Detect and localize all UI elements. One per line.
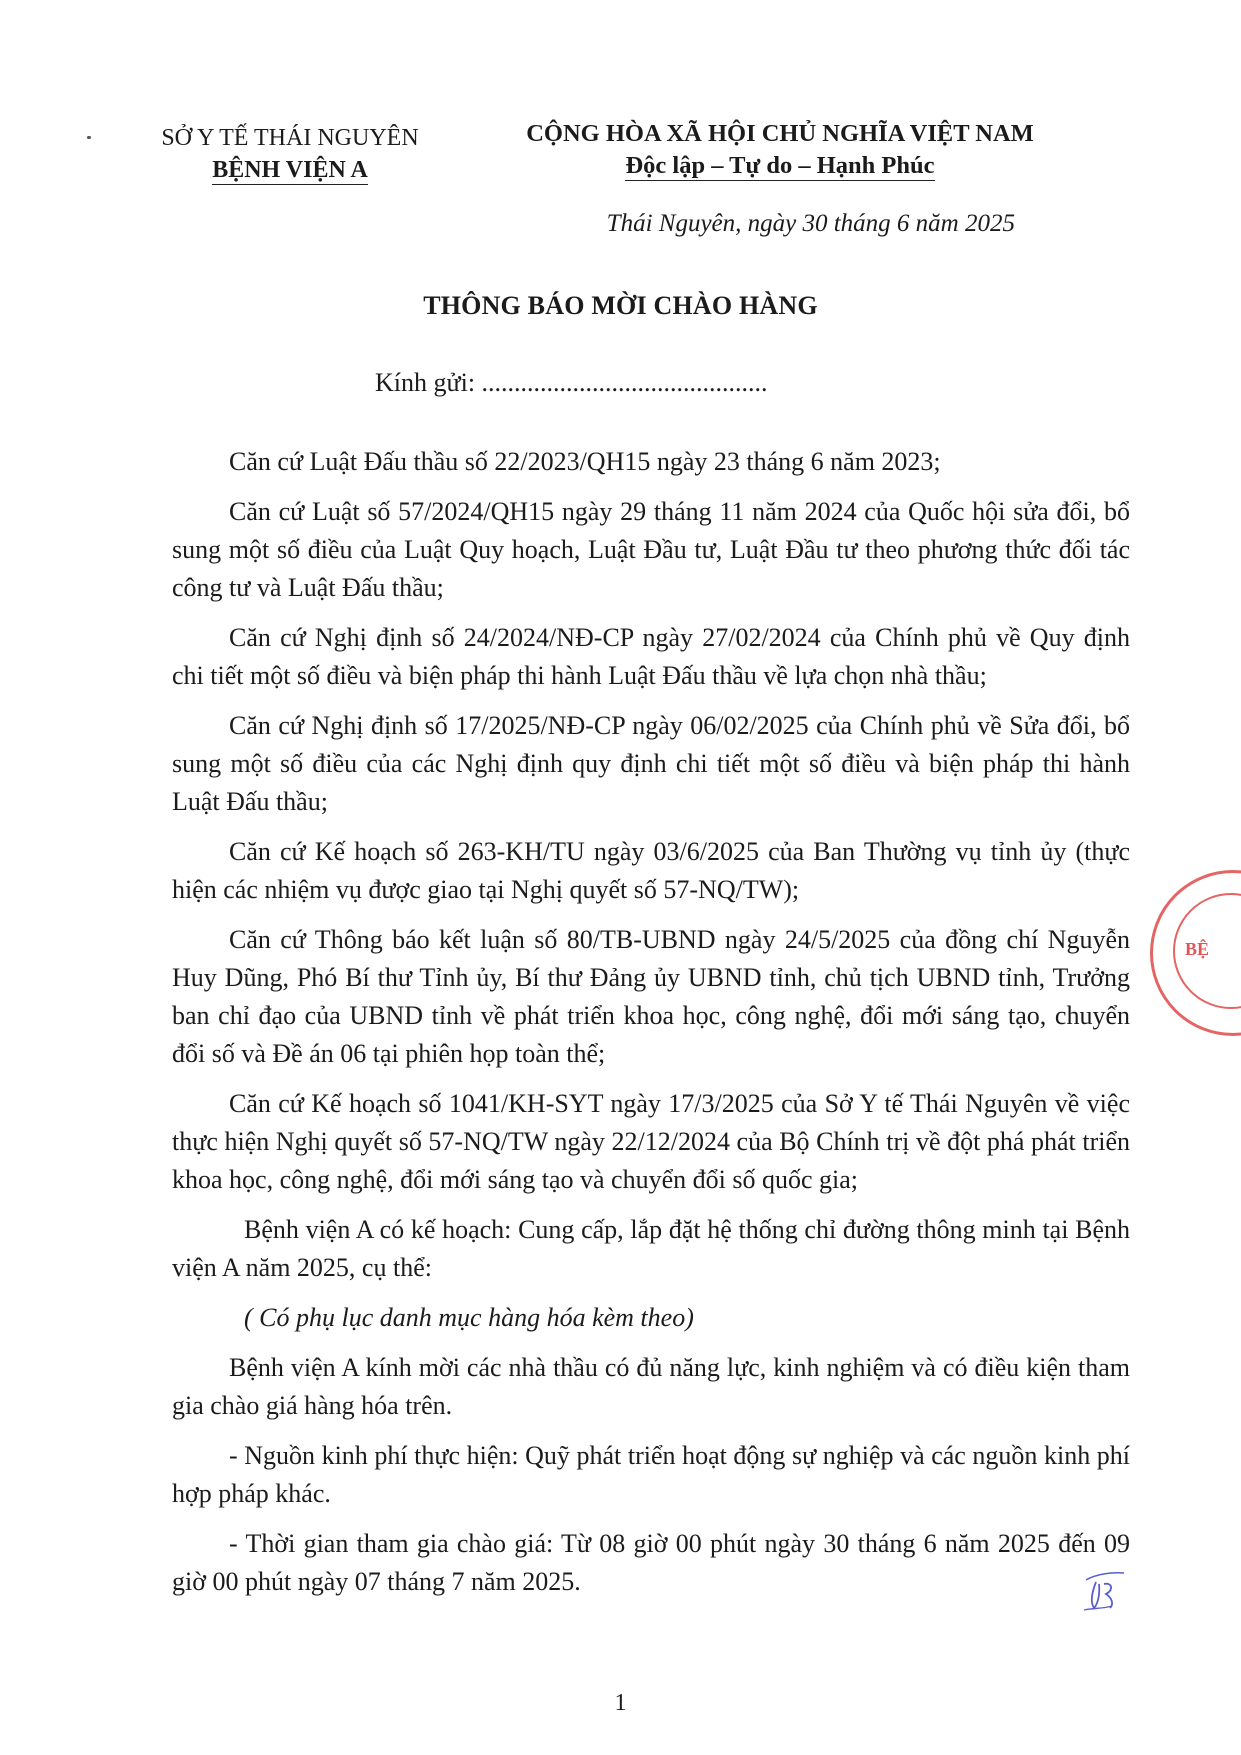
paragraph-legal-basis-5: Căn cứ Kế hoạch số 263-KH/TU ngày 03/6/2025 của Ban Thường vụ tỉnh ủy (thực hiện các nhiệm vụ được giao tại Nghị quyết số 57-NQ/TW); [172,837,1130,904]
paragraph-legal-basis-7: Căn cứ Kế hoạch số 1041/KH-SYT ngày 17/3/2025 của Sở Y tế Thái Nguyên về việc thực hiện Nghị quyết số 57-NQ/TW ngày 22/12/2024 của Bộ Chính trị về đột phá phát triển khoa học, công nghệ, đổi mới sáng tạo và chuyển đổi số quốc gia; [172,1089,1130,1194]
agency-name: SỞ Y TẾ THÁI NGUYÊN [161,125,419,151]
signature-initials-icon [1082,1568,1128,1614]
stamp-text: BỆ [1185,939,1210,959]
page-number: 1 [614,1690,627,1716]
paragraph-appendix-note: ( Có phụ lục danh mục hàng hóa kèm theo) [244,1303,694,1332]
document-title: THÔNG BÁO MỜI CHÀO HÀNG [423,291,818,320]
national-title: CỘNG HÒA XÃ HỘI CHỦ NGHĨA VIỆT NAM [526,120,1034,147]
national-motto: Độc lập – Tự do – Hạnh Phúc [625,152,935,179]
paragraph-legal-basis-6: Căn cứ Thông báo kết luận số 80/TB-UBND ngày 24/5/2025 của đồng chí Nguyễn Huy Dũng, Phó Bí thư Tỉnh ủy, Bí thư Đảng ủy UBND tỉnh, chủ tịch UBND tỉnh, Trưởng ban chỉ đạo của UBND tỉnh về phát triển khoa học, công nghệ, đổi mới sáng tạo, chuyển đổi số và Đề án 06 tại phiên họp toàn thể; [172,925,1130,1068]
date-line: Thái Nguyên, ngày 30 tháng 6 năm 2025 [606,210,1015,237]
paragraph-submission-time: - Thời gian tham gia chào giá: Từ 08 giờ 00 phút ngày 30 tháng 6 năm 2025 đến 09 giờ 00 phút ngày 07 tháng 7 năm 2025. [172,1529,1130,1596]
paragraph-legal-basis-1: Căn cứ Luật Đấu thầu số 22/2023/QH15 ngày 23 tháng 6 năm 2023; [229,447,941,476]
red-seal-stamp [1150,870,1241,1036]
paragraph-invitation: Bệnh viện A kính mời các nhà thầu có đủ năng lực, kinh nghiệm và có điều kiện tham gia chào giá hàng hóa trên. [172,1353,1130,1420]
paragraph-legal-basis-3: Căn cứ Nghị định số 24/2024/NĐ-CP ngày 27/02/2024 của Chính phủ về Quy định chi tiết một số điều và biện pháp thi hành Luật Đấu thầu về lựa chọn nhà thầu; [172,623,1130,690]
scan-speck [87,136,91,139]
issuing-authority-block [150,122,430,186]
paragraph-legal-basis-4: Căn cứ Nghị định số 17/2025/NĐ-CP ngày 06/02/2025 của Chính phủ về Sửa đổi, bổ sung một số điều của các Nghị định quy định chi tiết một số điều và biện pháp thi hành Luật Đấu thầu; [172,711,1130,816]
recipient-line: Kính gửi: ............................................ [375,368,768,397]
unit-name: BỆNH VIỆN A [212,157,368,183]
document-body [172,443,1130,1613]
paragraph-plan: Bệnh viện A có kế hoạch: Cung cấp, lắp đặt hệ thống chỉ đường thông minh tại Bệnh viện A năm 2025, cụ thể: [172,1215,1130,1282]
national-header-block [470,118,1090,182]
paragraph-legal-basis-2: Căn cứ Luật số 57/2024/QH15 ngày 29 tháng 11 năm 2024 của Quốc hội sửa đổi, bổ sung một số điều của Luật Quy hoạch, Luật Đầu tư, Luật Đầu tư theo phương thức đối tác công tư và Luật Đấu thầu; [172,497,1130,602]
paragraph-funding-source: - Nguồn kinh phí thực hiện: Quỹ phát triển hoạt động sự nghiệp và các nguồn kinh phí hợp pháp khác. [172,1441,1130,1508]
